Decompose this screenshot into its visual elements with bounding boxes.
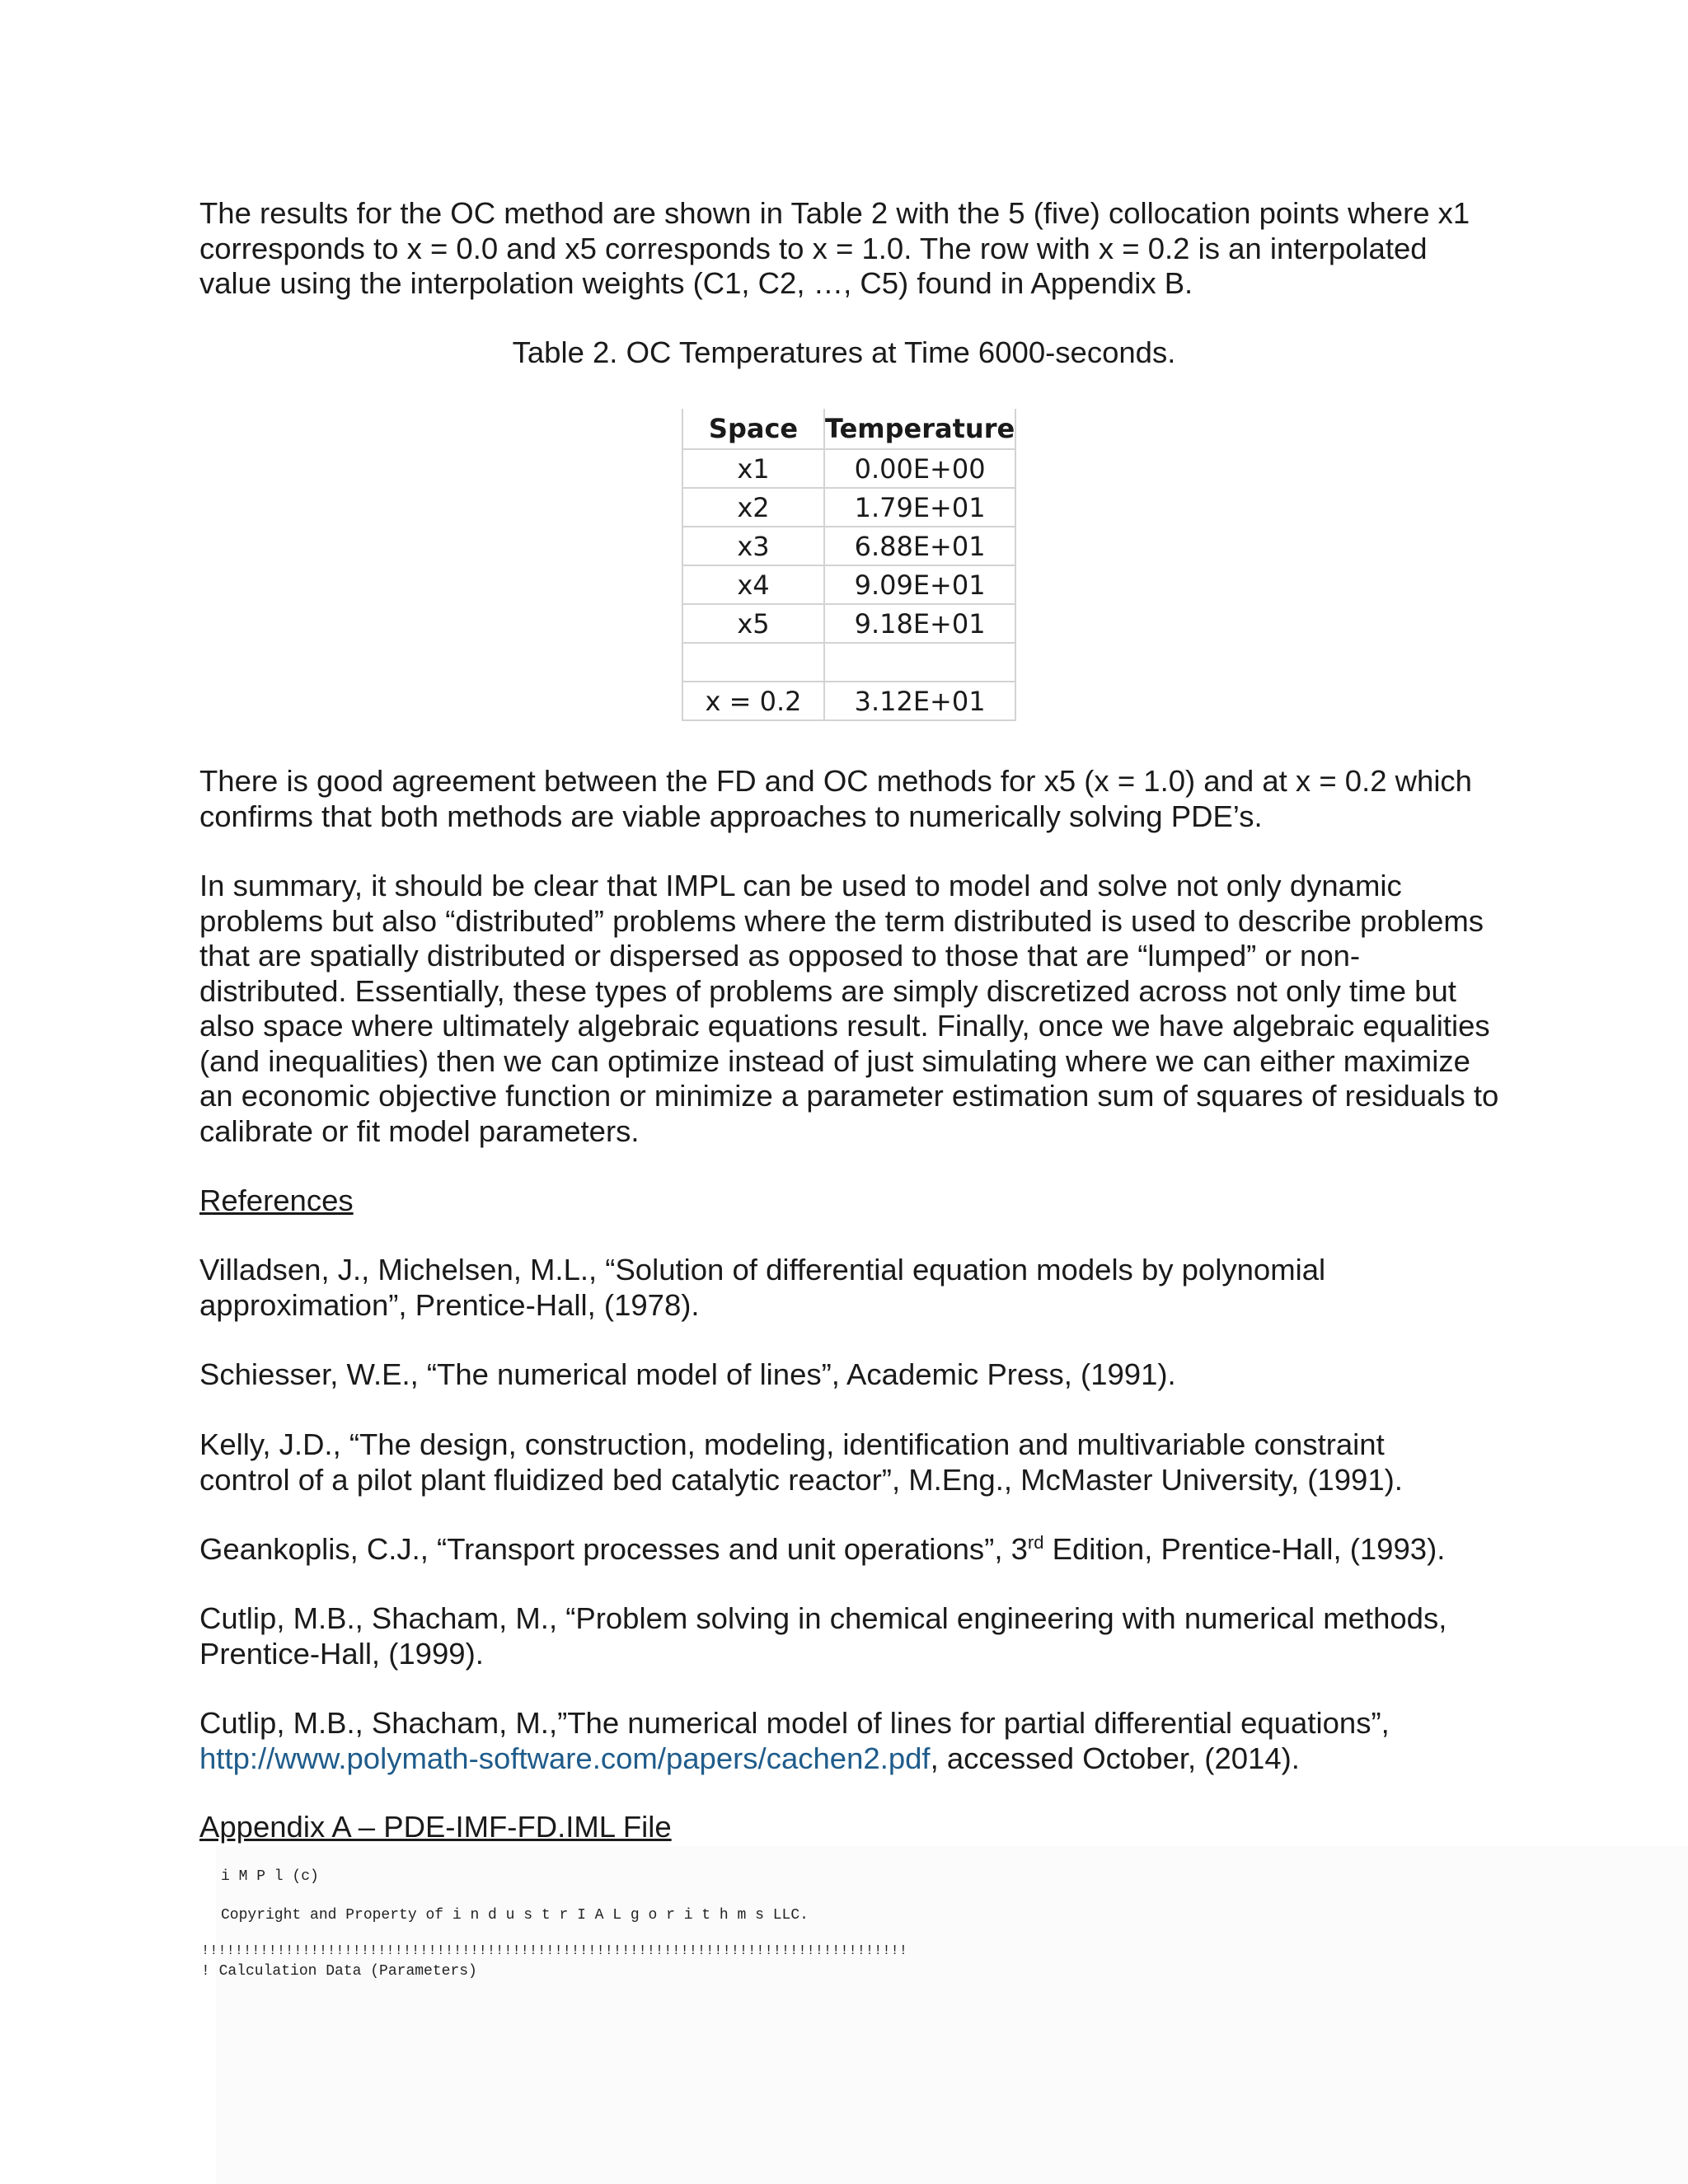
reference-kelly: Kelly, J.D., “The design, construction, modeling, identification and multivariable constraint control of a pilot plant fluidized bed catalytic reactor”, M.Eng., McMaster University, (1991). [199, 1427, 1403, 1497]
table-cell-space: x5 [682, 604, 824, 643]
table-row [682, 449, 1015, 488]
reference-geankoplis-text-end: Edition, Prentice-Hall, (1993). [1043, 1532, 1446, 1566]
code-line-copyright: Copyright and Property of i n d u s t r I A L g o r i t h m s LLC. [221, 1907, 809, 1924]
table-cell-temperature: 0.00E+00 [824, 449, 1015, 488]
reference-cutlip-2014 [199, 1706, 1502, 1776]
table-row [682, 682, 1015, 720]
table-header-space: Space [682, 409, 824, 449]
references-heading: References [199, 1183, 354, 1217]
appendix-a-heading: Appendix A – PDE-IMF-FD.IML File [199, 1810, 672, 1844]
intro-paragraph: The results for the OC method are shown in Table 2 with the 5 (five) collocation points where x1 corresponds to x = 0.0 and x5 corresponds to x = 1.0. The row with x = 0.2 is an interpolated value using the interpolation weights (C1, C2, …, C5) found in Appendix B. [199, 196, 1470, 300]
code-line-calculation-data: ! Calculation Data (Parameters) [201, 1963, 477, 1980]
table-cell-space: x3 [682, 527, 824, 565]
polymath-link[interactable]: http://www.polymath-software.com/papers/cachen2.pdf [199, 1741, 931, 1775]
table-cell-temperature: 9.09E+01 [824, 565, 1015, 604]
reference-cutlip-1999: Cutlip, M.B., Shacham, M., “Problem solving in chemical engineering with numerical methods, Prentice-Hall, (1999). [199, 1601, 1447, 1671]
table-cell-space [682, 643, 824, 682]
table-cell-space: x4 [682, 565, 824, 604]
table-caption: Table 2. OC Temperatures at Time 6000-seconds. [512, 335, 1176, 369]
table-header-temperature: Temperature [824, 409, 1015, 449]
reference-geankoplis-text: Geankoplis, C.J., “Transport processes and unit operations”, 3 [199, 1532, 1028, 1566]
table-row-blank [682, 643, 1015, 682]
reference-cutlip-2014-text: Cutlip, M.B., Shacham, M.,”The numerical model of lines for partial differential equations”, [199, 1706, 1390, 1740]
reference-cutlip-2014-accessed: , accessed October, (2014). [930, 1741, 1300, 1775]
agreement-paragraph: There is good agreement between the FD and OC methods for x5 (x = 1.0) and at x = 0.2 which confirms that both methods are viable approaches to numerically solving PDE’s. [199, 764, 1472, 833]
table-cell-space: x2 [682, 488, 824, 527]
reference-geankoplis-superscript: rd [1027, 1531, 1044, 1553]
code-listing-background [216, 1846, 1688, 2184]
code-line-impl: i M P l (c) [221, 1868, 319, 1885]
reference-villadsen: Villadsen, J., Michelsen, M.L., “Solution of differential equation models by polynomial approximation”, Prentice-Hall, (1978). [199, 1253, 1326, 1322]
table-row [682, 565, 1015, 604]
table-cell-temperature [824, 643, 1015, 682]
table-header-row [682, 409, 1015, 449]
reference-geankoplis [199, 1532, 1502, 1568]
table-cell-temperature: 9.18E+01 [824, 604, 1015, 643]
table-row [682, 604, 1015, 643]
table-cell-temperature: 1.79E+01 [824, 488, 1015, 527]
table-cell-space: x1 [682, 449, 824, 488]
table-cell-temperature: 6.88E+01 [824, 527, 1015, 565]
reference-schiesser: Schiesser, W.E., “The numerical model of lines”, Academic Press, (1991). [199, 1357, 1176, 1391]
summary-paragraph: In summary, it should be clear that IMPL can be used to model and solve not only dynamic problems but also “distributed” problems where the term distributed is used to describe problems that are spatially distributed or dispersed as opposed to those that are “lumped” or non-distributed. Essentially, these types of problems are simply discretized across not only time but also space where ultimately algebraic equations result. Finally, once we have algebraic equalities (and inequalities) then we can optimize instead of just simulating where we can either maximize an economic objective function or minimize a parameter estimation sum of squares of residuals to calibrate or fit model parameters. [199, 869, 1499, 1148]
table-cell-temperature: 3.12E+01 [824, 682, 1015, 720]
table-row [682, 488, 1015, 527]
table-row [682, 527, 1015, 565]
oc-temperature-table [682, 409, 1016, 721]
table-cell-space: x = 0.2 [682, 682, 824, 720]
code-line-separator: !!!!!!!!!!!!!!!!!!!!!!!!!!!!!!!!!!!!!!!!!!!!!!!!!!!!!!!!!!!!!!!!!!!!!!!!!!!!!!!!!!!! [201, 1943, 907, 1959]
